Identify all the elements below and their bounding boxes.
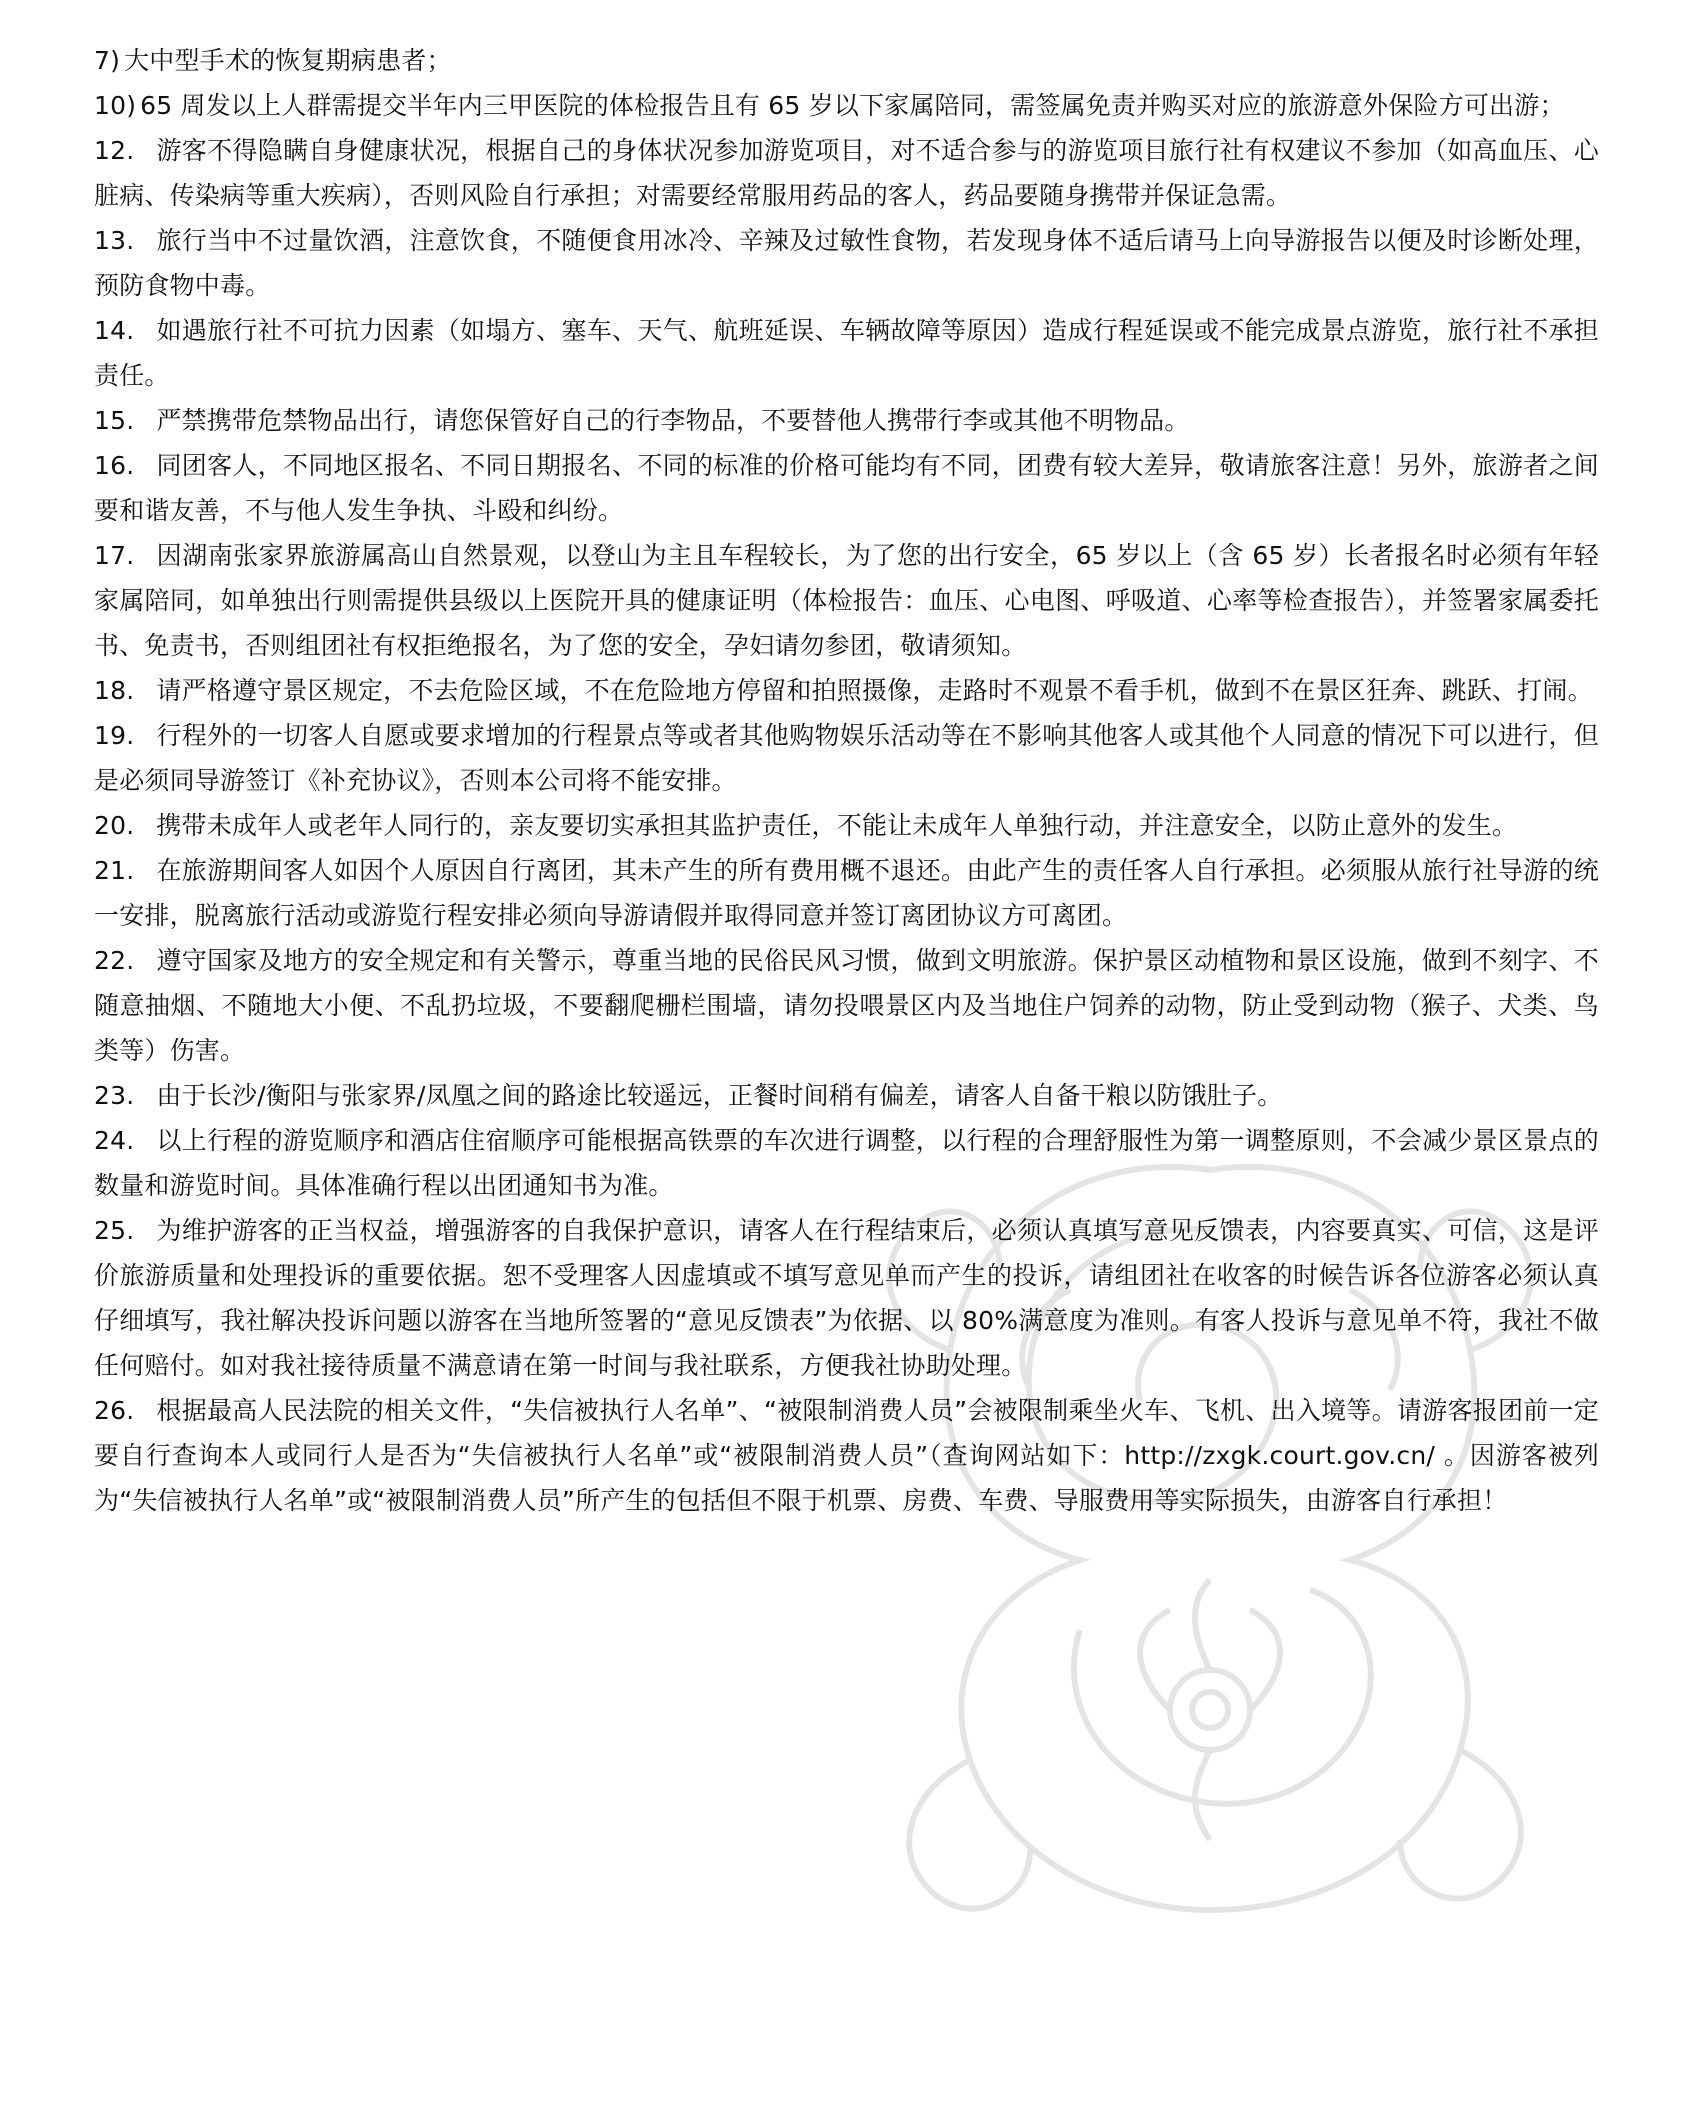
item-number: 16.	[94, 451, 135, 480]
list-item	[94, 848, 1599, 938]
item-text: 游客不得隐瞒自身健康状况，根据自己的身体状况参加游览项目，对不适合参与的游览项目旅行社有权建议不参加（如高血压、心脏病、传染病等重大疾病），否则风险自行承担；对需要经常服用药品的客人，药品要随身携带并保证急需。	[94, 136, 1599, 210]
item-text: 由于长沙/衡阳与张家界/凤凰之间的路途比较遥远，正餐时间稍有偏差，请客人自备干粮以防饿肚子。	[156, 1081, 1283, 1110]
item-number: 22.	[94, 946, 135, 975]
list-item	[94, 1073, 1599, 1118]
document-body	[94, 38, 1599, 1523]
item-number: 12.	[94, 136, 135, 165]
item-number: 14.	[94, 316, 135, 345]
item-text: 在旅游期间客人如因个人原因自行离团，其未产生的所有费用概不退还。由此产生的责任客人自行承担。必须服从旅行社导游的统一安排，脱离旅行活动或游览行程安排必须向导游请假并取得同意并签订离团协议方可离团。	[94, 856, 1599, 930]
item-number: 20.	[94, 811, 135, 840]
list-item	[94, 1118, 1599, 1208]
list-item	[94, 938, 1599, 1073]
item-text: 65 周发以上人群需提交半年内三甲医院的体检报告且有 65 岁以下家属陪同，需签属免责并购买对应的旅游意外保险方可出游；	[140, 91, 1565, 120]
item-text: 根据最高人民法院的相关文件，“失信被执行人名单”、“被限制消费人员”会被限制乘坐火车、飞机、出入境等。请游客报团前一定要自行查询本人或同行人是否为“失信被执行人名单”或“被限制消费人员”（查询网站如下：http://zxgk.court.gov.cn/ 。因游客被列为“失信被执行人名单”或“被限制消费人员”所产生的包括但不限于机票、房费、车费、导服费用等实际损失，由游客自行承担！	[94, 1396, 1599, 1515]
item-number: 7)	[94, 46, 121, 75]
list-item	[94, 533, 1599, 668]
list-item	[94, 218, 1599, 308]
list-item	[94, 443, 1599, 533]
list-item	[94, 713, 1599, 803]
list-item	[94, 668, 1599, 713]
item-text: 行程外的一切客人自愿或要求增加的行程景点等或者其他购物娱乐活动等在不影响其他客人或其他个人同意的情况下可以进行，但是必须同导游签订《补充协议》，否则本公司将不能安排。	[94, 721, 1599, 795]
item-text: 为维护游客的正当权益，增强游客的自我保护意识，请客人在行程结束后，必须认真填写意见反馈表，内容要真实、可信，这是评价旅游质量和处理投诉的重要依据。恕不受理客人因虚填或不填写意见单而产生的投诉，请组团社在收客的时候告诉各位游客必须认真仔细填写，我社解决投诉问题以游客在当地所签署的“意见反馈表”为依据、以 80%满意度为准则。有客人投诉与意见单不符，我社不做任何赔付。如对我社接待质量不满意请在第一时间与我社联系，方便我社协助处理。	[94, 1216, 1599, 1380]
item-text: 严禁携带危禁物品出行，请您保管好自己的行李物品，不要替他人携带行李或其他不明物品。	[156, 406, 1190, 435]
item-number: 10)	[94, 91, 137, 120]
item-number: 25.	[94, 1216, 135, 1245]
item-text: 因湖南张家界旅游属高山自然景观，以登山为主且车程较长，为了您的出行安全，65 岁以上（含 65 岁）长者报名时必须有年轻家属陪同，如单独出行则需提供县级以上医院开具的健康证明（体检报告：血压、心电图、呼吸道、心率等检查报告），并签署家属委托书、免责书，否则组团社有权拒绝报名，为了您的安全，孕妇请勿参团，敬请须知。	[94, 541, 1599, 660]
item-number: 19.	[94, 721, 135, 750]
item-number: 13.	[94, 226, 135, 255]
list-item	[94, 128, 1599, 218]
list-item	[94, 1208, 1599, 1388]
item-number: 18.	[94, 676, 135, 705]
item-text: 遵守国家及地方的安全规定和有关警示，尊重当地的民俗民风习惯，做到文明旅游。保护景区动植物和景区设施，做到不刻字、不随意抽烟、不随地大小便、不乱扔垃圾，不要翻爬栅栏围墙，请勿投喂景区内及当地住户饲养的动物，防止受到动物（猴子、犬类、鸟类等）伤害。	[94, 946, 1599, 1065]
item-number: 23.	[94, 1081, 135, 1110]
list-item	[94, 83, 1599, 128]
item-number: 26.	[94, 1396, 135, 1425]
list-item	[94, 1388, 1599, 1523]
item-text: 携带未成年人或老年人同行的，亲友要切实承担其监护责任，不能让未成年人单独行动，并注意安全，以防止意外的发生。	[156, 811, 1518, 840]
item-text: 旅行当中不过量饮酒，注意饮食，不随便食用冰冷、辛辣及过敏性食物，若发现身体不适后请马上向导游报告以便及时诊断处理，预防食物中毒。	[94, 226, 1599, 300]
item-text: 大中型手术的恢复期病患者；	[124, 46, 452, 75]
item-text: 以上行程的游览顺序和酒店住宿顺序可能根据高铁票的车次进行调整，以行程的合理舒服性为第一调整原则，不会减少景区景点的数量和游览时间。具体准确行程以出团通知书为准。	[94, 1126, 1599, 1200]
list-item	[94, 398, 1599, 443]
item-number: 15.	[94, 406, 135, 435]
item-number: 17.	[94, 541, 135, 570]
item-number: 21.	[94, 856, 135, 885]
item-text: 如遇旅行社不可抗力因素（如塌方、塞车、天气、航班延误、车辆故障等原因）造成行程延误或不能完成景点游览，旅行社不承担责任。	[94, 316, 1599, 390]
list-item	[94, 38, 1599, 83]
item-text: 请严格遵守景区规定，不去危险区域，不在危险地方停留和拍照摄像，走路时不观景不看手机，做到不在景区狂奔、跳跃、打闹。	[156, 676, 1593, 705]
list-item	[94, 803, 1599, 848]
item-text: 同团客人，不同地区报名、不同日期报名、不同的标准的价格可能均有不同，团费有较大差异，敬请旅客注意！另外，旅游者之间要和谐友善，不与他人发生争执、斗殴和纠纷。	[94, 451, 1599, 525]
item-number: 24.	[94, 1126, 135, 1155]
list-item	[94, 308, 1599, 398]
